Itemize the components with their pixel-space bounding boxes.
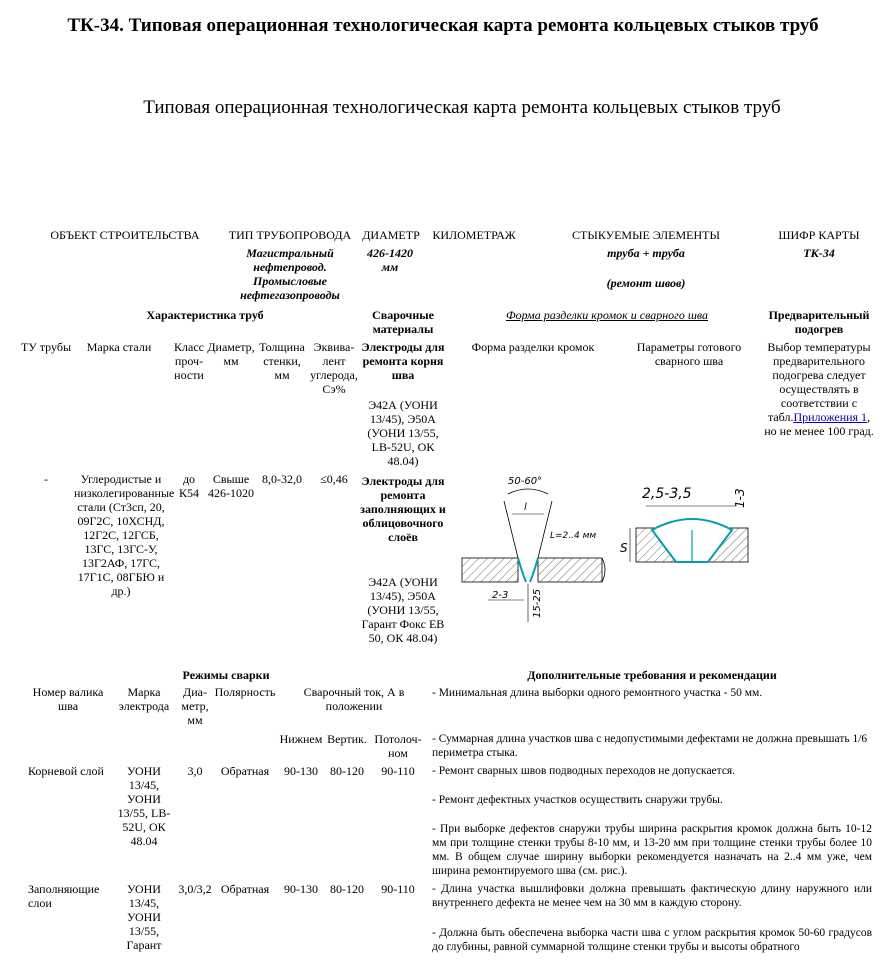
modes-title: Режимы сварки xyxy=(182,668,270,682)
pipe-characteristics-title: Характеристика труб xyxy=(146,308,264,322)
col-tu: ТУ трубы xyxy=(20,340,72,354)
req-item-6: - Длина участка вышлифовки должна превышать фактическую длину наружного или внутреннего дефекта не менее чем на 30 мм в каждую сторону. xyxy=(432,883,872,909)
weld-params-drawing xyxy=(612,468,762,588)
thickness-value: 8,0-32,0 xyxy=(262,472,302,486)
col-electrode: Марка электрода xyxy=(118,685,170,713)
row1-ceiling: 90-110 xyxy=(381,764,415,778)
row2-vert: 80-120 xyxy=(330,882,364,896)
col-vert: Вертик. xyxy=(327,732,367,746)
row1-bead: Корневой слой xyxy=(28,764,104,778)
appendix-link[interactable]: Приложения 1 xyxy=(793,410,868,424)
diameter-value: 426-1420 мм xyxy=(367,246,413,274)
col-bead: Номер валика шва xyxy=(32,685,104,713)
row1-vert: 80-120 xyxy=(330,764,364,778)
welding-materials-title: Сварочные материалы xyxy=(372,308,434,336)
page-title: ТК-34. Типовая операционная технологическая карта ремонта кольцевых стыков труб xyxy=(67,15,819,36)
elements-note: (ремонт швов) xyxy=(606,276,686,290)
dim-height: 1-3 xyxy=(733,488,747,508)
dim-depth: 15-25 xyxy=(532,588,543,618)
km-label: КИЛОМЕТРАЖ xyxy=(432,228,516,242)
row1-dia: 3,0 xyxy=(187,764,203,778)
row2-dia: 3,0/3,2 xyxy=(178,882,212,896)
col-dia: Диа-метр, мм xyxy=(181,685,209,727)
edge-form-drawing xyxy=(452,466,612,626)
tu-value: - xyxy=(44,472,48,486)
requirements-title: Дополнительные требования и рекомендации xyxy=(527,668,777,682)
dim-s: S xyxy=(620,541,628,555)
req-item-5: - При выборке дефектов снаружи трубы ширина раскрытия кромок должна быть 10-12 мм при толщине стенки трубы 8-10 мм, и 13-20 мм при толщине стенки трубы более 10 мм. В общем случае ширину выборки рекомендуется назначать на 2..4 мм уже, чем ширина ремонтируемого шва (см. рис.). xyxy=(432,823,872,877)
weld-params-label: Параметры готового сварного шва xyxy=(636,340,742,368)
elements-value: труба + труба xyxy=(607,246,685,260)
edge-form-label: Форма разделки кромок xyxy=(471,340,595,354)
class-value: до К54 xyxy=(178,472,199,500)
page-subtitle: Типовая операционная технологическая карта ремонта кольцевых стыков труб xyxy=(143,97,781,118)
preheat-title: Предварительный подогрев xyxy=(768,308,870,336)
elements-label: СТЫКУЕМЫЕ ЭЛЕМЕНТЫ xyxy=(572,228,720,242)
req-item-7: - Должна быть обеспечена выборка части шва с углом раскрытия кромок 50-60 градусов до глубины, равной суммарной толщине стенки трубы и высоты обратного xyxy=(432,927,872,953)
req-item-4: - Ремонт дефектных участков осуществить снаружи трубы. xyxy=(432,794,723,806)
row2-bead: Заполняющие слои xyxy=(28,882,100,910)
dim-width: 2,5-3,5 xyxy=(642,486,692,502)
row1-bottom: 90-130 xyxy=(284,764,318,778)
row2-bottom: 90-130 xyxy=(284,882,318,896)
col-bottom: Нижнем xyxy=(279,732,323,746)
col-ceiling: Потолоч-ном xyxy=(374,732,422,760)
dim-gap: 2-3 xyxy=(492,590,509,601)
req-item-3: - Ремонт сварных швов подводных переходов не допускается. xyxy=(432,765,736,777)
pipeline-type-label: ТИП ТРУБОПРОВОДА xyxy=(228,228,352,242)
diameter-row-value: Свыше 426-1020 xyxy=(208,472,254,500)
carbon-value: ≤0,46 xyxy=(320,472,348,486)
diameter-label: ДИАМЕТР xyxy=(362,228,420,242)
code-label: ШИФР КАРТЫ xyxy=(778,228,860,242)
row1-polarity: Обратная xyxy=(220,764,270,778)
dim-l-value: L=2..4 мм xyxy=(550,531,597,541)
steel-value: Углеродистые и низколегированные стали (Ст3сп, 20, 09Г2С, 10ХСНД, 12Г2С, 12ГСБ, 13ГС, 13ГС-У, 13Г2АФ, 17ГС, 17Г1С, 08ГБЮ и др.) xyxy=(74,472,175,598)
preheat-text: Выбор температуры предварительного подогрева следует осуществлять в соответствии с табл.Приложения 1, но не менее 100 град. xyxy=(764,340,874,438)
col-steel: Марка стали xyxy=(86,340,152,354)
groove-form-title: Форма разделки кромок и сварного шва xyxy=(505,308,709,322)
electrodes-fill-title: Электроды для ремонта заполняющих и облицовочного слоёв xyxy=(360,474,446,544)
row1-electrode: УОНИ 13/45, УОНИ 13/55, LB-52U, ОК 48.04 xyxy=(117,764,171,848)
electrodes-fill-list: Э42А (УОНИ 13/45), Э50А (УОНИ 13/55, Гарант Фокс ЕВ 50, ОК 48.04) xyxy=(361,575,445,645)
req-item-1: - Минимальная длина выборки одного ремонтного участка - 50 мм. xyxy=(432,687,763,699)
col-carbon: Эквива-лент углерода, Сэ% xyxy=(310,340,358,396)
dim-l: l xyxy=(524,502,527,513)
object-label: ОБЪЕКТ СТРОИТЕЛЬСТВА xyxy=(50,228,200,242)
dim-angle: 50-60° xyxy=(508,476,543,487)
col-diameter: Диаметр, мм xyxy=(207,340,255,368)
pipeline-type-value: Магистральный нефтепровод. Промысловые нефтегазопроводы xyxy=(240,246,340,302)
col-current: Сварочный ток, А в положении xyxy=(303,685,405,713)
col-thickness: Толщина стенки, мм xyxy=(259,340,305,382)
electrodes-root-list: Э42А (УОНИ 13/45), Э50А (УОНИ 13/55, LB-52U, ОК 48.04) xyxy=(367,398,439,468)
row2-polarity: Обратная xyxy=(220,882,270,896)
col-polarity: Полярность xyxy=(214,685,276,699)
row2-electrode: УОНИ 13/45, УОНИ 13/55, Гарант xyxy=(126,882,162,952)
col-class: Класс проч-ности xyxy=(174,340,204,382)
row2-ceiling: 90-110 xyxy=(381,882,415,896)
req-item-2: - Суммарная длина участков шва с недопустимыми дефектами не должна превышать 1/6 периметра стыка. xyxy=(432,733,868,759)
electrodes-root-title: Электроды для ремонта корня шва xyxy=(361,340,445,382)
code-value: ТК-34 xyxy=(803,246,835,260)
